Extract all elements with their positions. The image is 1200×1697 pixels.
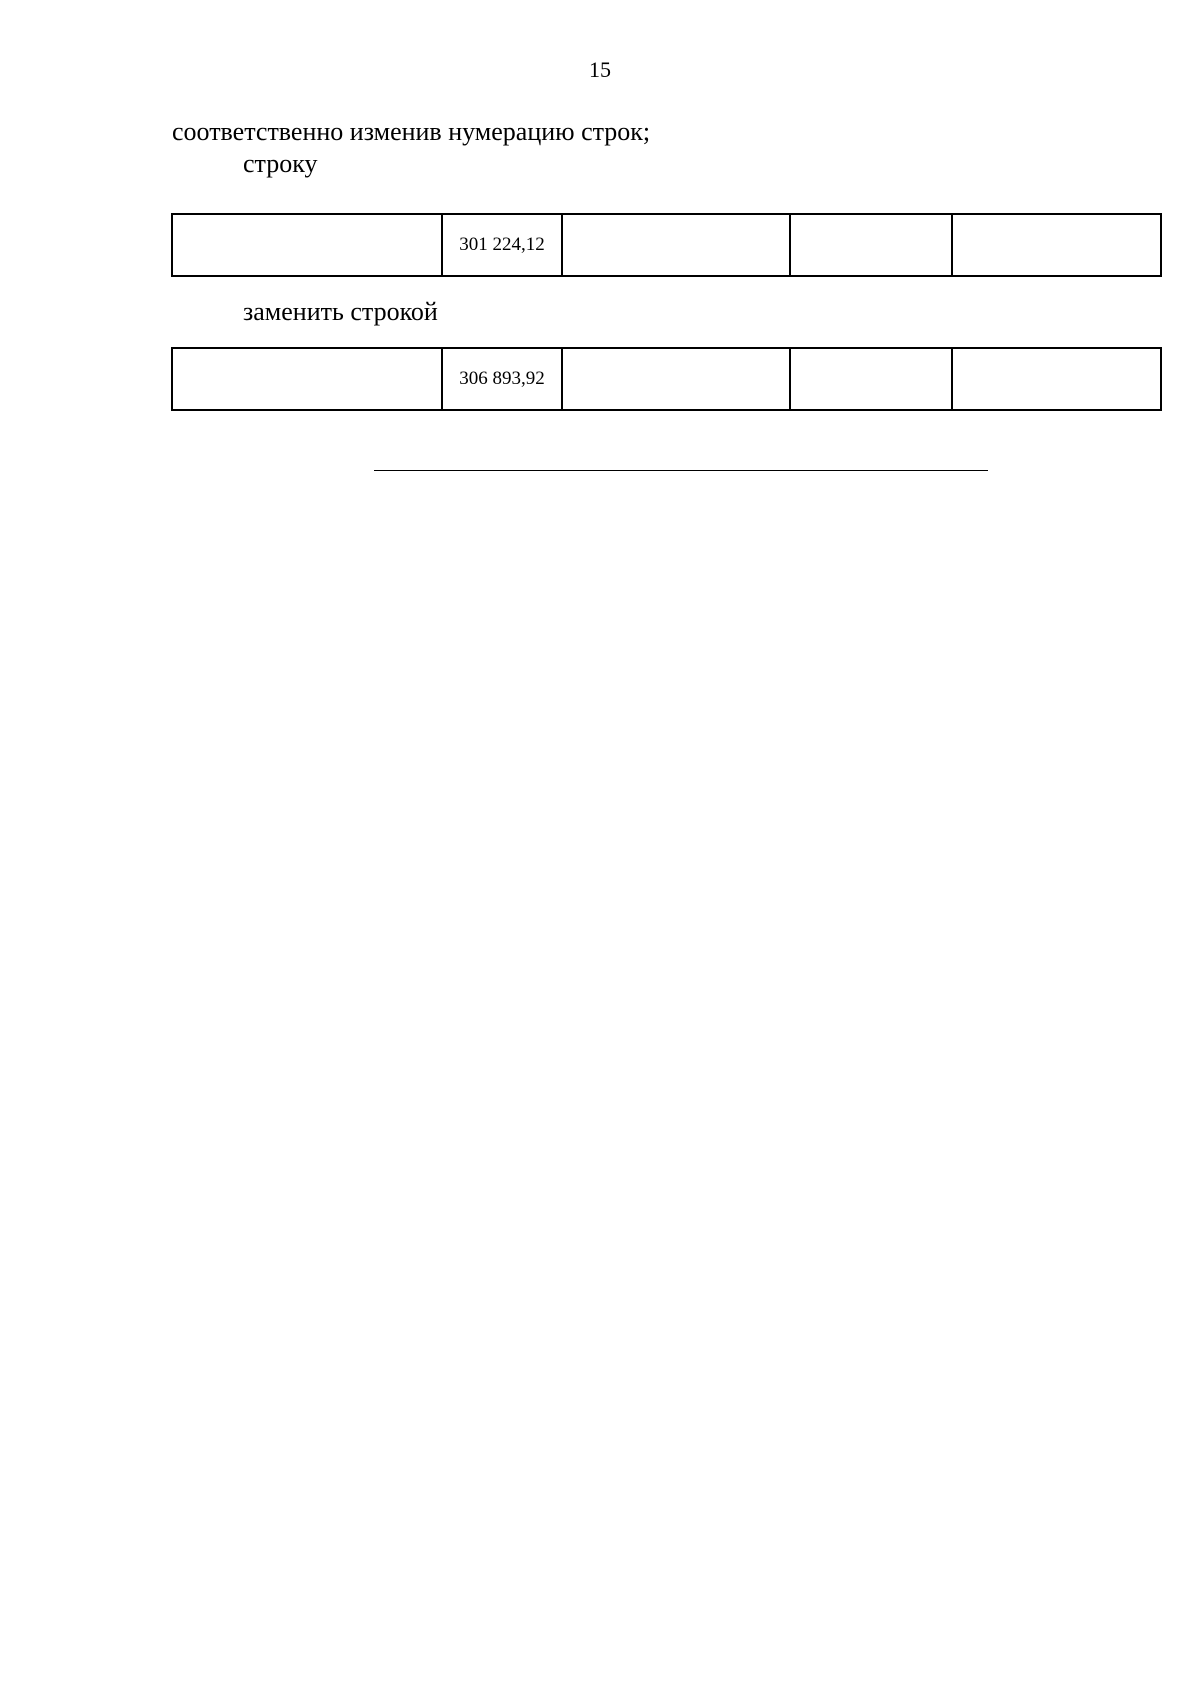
end-divider-line bbox=[374, 470, 988, 471]
table-cell bbox=[790, 214, 952, 276]
table-cell bbox=[790, 348, 952, 410]
page-number: 15 bbox=[589, 57, 611, 82]
table-cell bbox=[172, 348, 442, 410]
paragraph-replace-label: заменить строкой bbox=[243, 297, 438, 326]
paragraph-row-label: строку bbox=[243, 149, 318, 178]
paragraph-renumber-note: соответственно изменив нумерацию строк; bbox=[172, 117, 651, 146]
table-row bbox=[172, 214, 1161, 276]
table-cell bbox=[952, 348, 1161, 410]
table-cell bbox=[562, 214, 790, 276]
old-row-table bbox=[171, 213, 1162, 277]
new-row-table bbox=[171, 347, 1162, 411]
table-cell bbox=[172, 214, 442, 276]
table-row bbox=[172, 348, 1161, 410]
table-cell bbox=[952, 214, 1161, 276]
table-cell-amount: 306 893,92 bbox=[442, 348, 562, 410]
table-cell bbox=[562, 348, 790, 410]
table-cell-amount: 301 224,12 bbox=[442, 214, 562, 276]
